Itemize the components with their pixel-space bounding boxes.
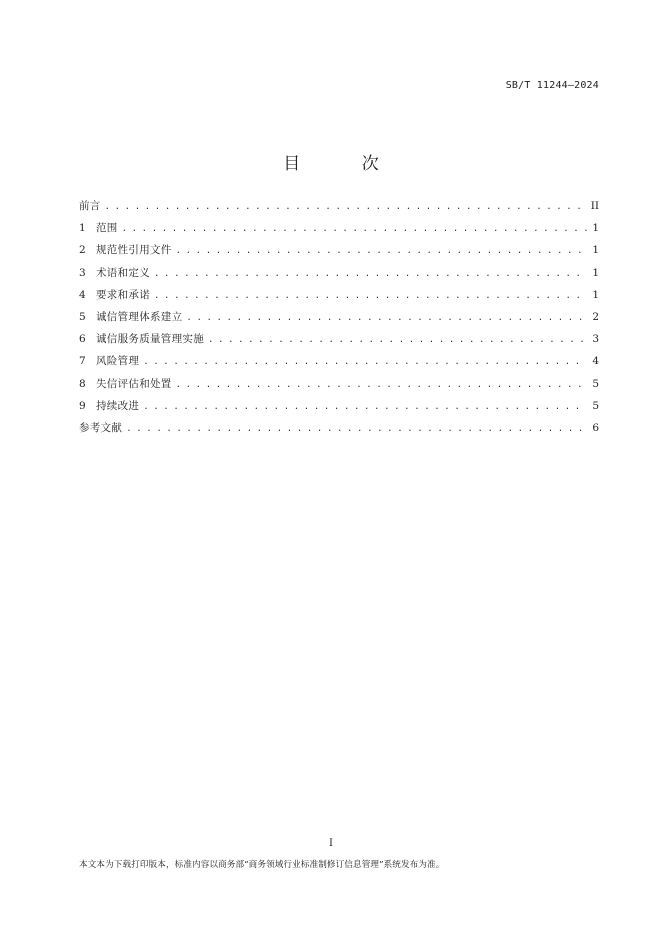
- toc-entry-title: 要求和承诺: [96, 288, 150, 301]
- toc-entry-page: 4: [592, 355, 599, 368]
- toc-entry-number: 2: [79, 244, 86, 257]
- toc-leader-dots: [154, 269, 587, 279]
- toc-entry-number: 7: [79, 355, 86, 368]
- toc-entry-page: 2: [592, 310, 599, 323]
- toc-entry-number: 6: [79, 333, 86, 346]
- toc-entry-quality-implementation[interactable]: [79, 331, 599, 353]
- toc-leader-dots: [154, 291, 587, 301]
- toc-entry-title: 参考文献: [79, 421, 123, 434]
- toc-entry-number: 1: [79, 222, 86, 235]
- table-of-contents: [79, 198, 599, 442]
- toc-entry-title: 诚信管理体系建立: [96, 310, 183, 323]
- page-title: 目 次: [283, 154, 407, 174]
- toc-entry-foreword[interactable]: [79, 198, 599, 220]
- footer-note: 本文本为下载打印版本，标准内容以商务部“商务领域行业标准制修订信息管理”系统发布为准。: [79, 860, 445, 870]
- toc-entry-title: 失信评估和处置: [96, 377, 172, 390]
- toc-entry-title: 风险管理: [96, 355, 140, 368]
- toc-entry-number: 3: [79, 266, 86, 279]
- toc-entry-title: 范围: [96, 222, 118, 235]
- toc-entry-page: 1: [592, 266, 599, 279]
- toc-leader-dots: [186, 313, 587, 323]
- toc-entry-normative-references[interactable]: [79, 242, 599, 264]
- toc-entry-page: 1: [592, 288, 599, 301]
- toc-leader-dots: [176, 246, 587, 256]
- toc-entry-title: 诚信服务质量管理实施: [96, 333, 204, 346]
- toc-entry-page: 5: [592, 399, 599, 412]
- toc-entry-page: 6: [592, 421, 599, 434]
- toc-leader-dots: [122, 224, 587, 234]
- toc-entry-number: 8: [79, 377, 86, 390]
- toc-leader-dots: [176, 380, 587, 390]
- toc-leader-dots: [143, 402, 587, 412]
- toc-entry-breach-assessment[interactable]: [79, 376, 599, 398]
- toc-entry-scope[interactable]: [79, 220, 599, 242]
- toc-entry-terms-definitions[interactable]: [79, 265, 599, 287]
- toc-entry-continuous-improvement[interactable]: [79, 398, 599, 420]
- toc-entry-title: 术语和定义: [96, 266, 150, 279]
- toc-entry-system-establishment[interactable]: [79, 309, 599, 331]
- page-number: I: [329, 838, 333, 849]
- toc-entry-page: 1: [592, 222, 599, 235]
- toc-leader-dots: [208, 335, 587, 345]
- toc-leader-dots: [126, 424, 587, 434]
- document-code: SB/T 11244—2024: [505, 80, 599, 91]
- toc-entry-risk-management[interactable]: [79, 353, 599, 375]
- toc-entry-bibliography[interactable]: [79, 420, 599, 442]
- toc-entry-page: 1: [592, 244, 599, 257]
- toc-leader-dots: [105, 202, 587, 212]
- toc-entry-requirements[interactable]: [79, 287, 599, 309]
- toc-entry-page: II: [590, 200, 599, 212]
- toc-entry-number: 5: [79, 310, 86, 323]
- toc-entry-page: 3: [592, 333, 599, 346]
- toc-entry-title: 规范性引用文件: [96, 244, 172, 257]
- toc-entry-number: 4: [79, 288, 86, 301]
- toc-entry-number: 9: [79, 399, 86, 412]
- toc-entry-title: 持续改进: [96, 399, 140, 412]
- toc-entry-title: 前言: [79, 200, 101, 212]
- toc-entry-page: 5: [592, 377, 599, 390]
- toc-leader-dots: [143, 357, 587, 367]
